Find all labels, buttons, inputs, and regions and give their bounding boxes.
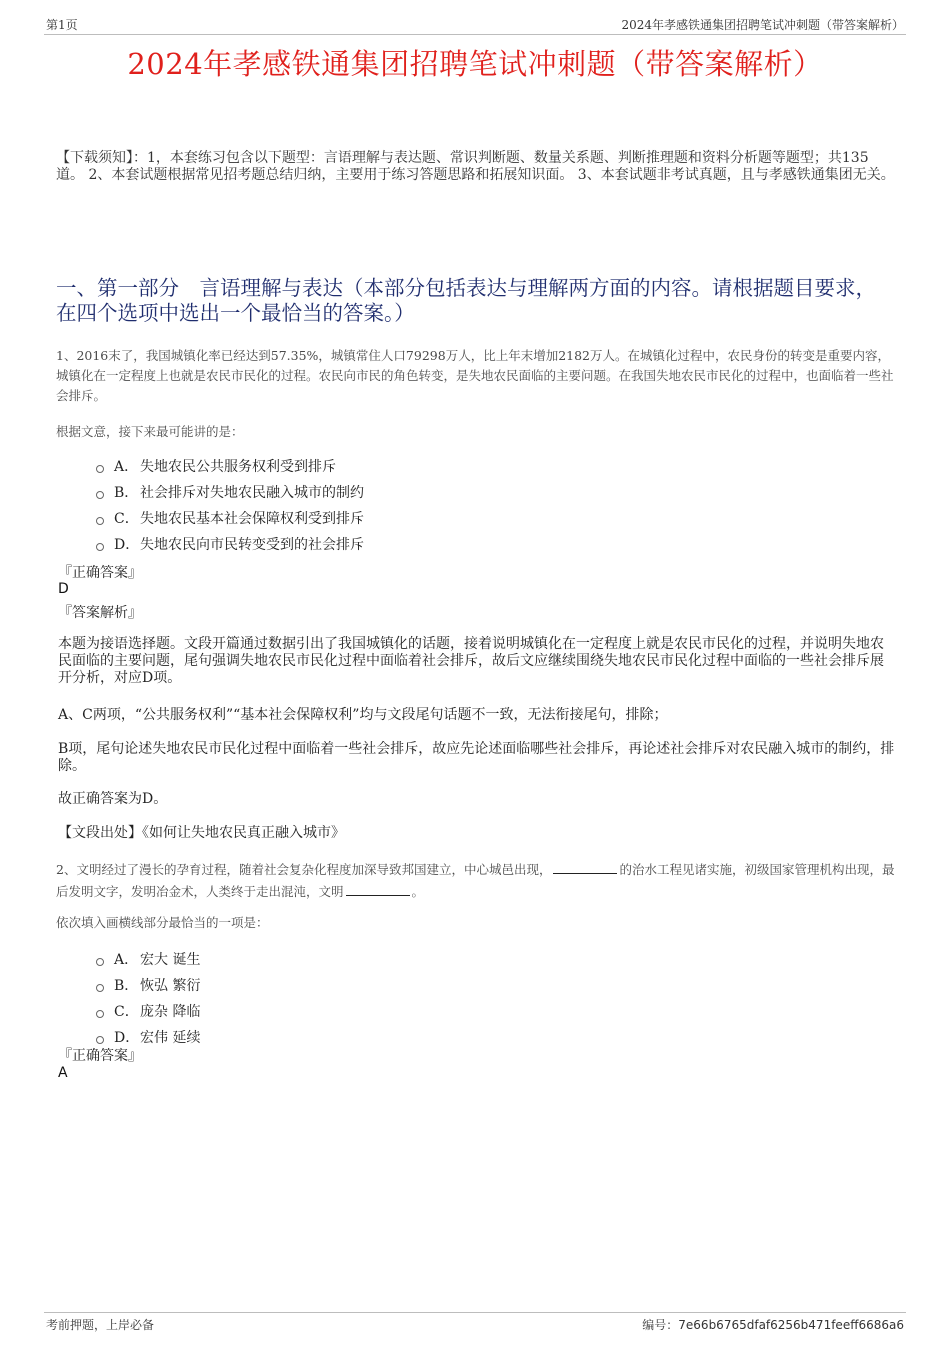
download-notice: 【下载须知】：1，本套练习包含以下题型：言语理解与表达题、常识判断题、数量关系题、判断推理题和资料分析题等题型；共135道。 2、本套试题根据常见招考题总结归纳，主要用于练习答题思路和拓展知识面。 3、本套试题非考试真题，且与孝感铁通集团无关。 [56, 150, 895, 183]
page-footer [44, 1312, 906, 1332]
radio-icon[interactable] [96, 958, 104, 966]
option-letter: D． [114, 1030, 140, 1046]
radio-icon[interactable] [96, 984, 104, 992]
question-1-option-c[interactable] [96, 505, 364, 531]
radio-icon[interactable] [96, 1010, 104, 1018]
footer-code-label: 编号： [642, 1318, 679, 1332]
section-title: 一、第一部分 言语理解与表达（本部分包括表达与理解两方面的内容。请根据题目要求，在四个选项中选出一个最恰当的答案。） [56, 276, 876, 325]
fill-blank [346, 883, 410, 896]
header-doc-title: 2024年孝感铁通集团招聘笔试冲刺题（带答案解析） [621, 18, 904, 32]
page-number: 第1页 [46, 18, 78, 32]
option-letter: A． [114, 952, 139, 968]
page-header [44, 14, 906, 35]
radio-icon[interactable] [96, 1036, 104, 1044]
radio-icon[interactable] [96, 465, 104, 473]
question-1-options [96, 453, 364, 557]
question-1-option-d[interactable] [96, 531, 364, 557]
option-text: 失地农民基本社会保障权利受到排斥 [140, 511, 364, 527]
question-2-option-a[interactable] [96, 946, 200, 972]
question-2-options [96, 946, 200, 1050]
analysis-paragraph: 故正确答案为D。 [58, 791, 168, 807]
question-2-text-part: 的治水工程见诸实施，初级国家管理机构出现，最后发明文字，发明冶金术，人类终于走出混沌，文明 [56, 862, 895, 899]
option-text: 失地农民公共服务权利受到排斥 [140, 459, 336, 475]
radio-icon[interactable] [96, 517, 104, 525]
question-2-text-part: 2、文明经过了漫长的孕育过程，随着社会复杂化程度加深导致邦国建立，中心城邑出现， [56, 862, 552, 877]
question-1-answer-label: 『正确答案』 [58, 565, 142, 581]
analysis-paragraph: A、C两项，“公共服务权利”“基本社会保障权利”均与文段尾句话题不一致，无法衔接尾句，排除； [58, 707, 668, 723]
option-text: 宏大 诞生 [140, 952, 201, 968]
option-text: 庞杂 降临 [140, 1004, 201, 1020]
question-2-option-b[interactable] [96, 972, 200, 998]
radio-icon[interactable] [96, 543, 104, 551]
option-text: 社会排斥对失地农民融入城市的制约 [140, 485, 364, 501]
option-text: 失地农民向市民转变受到的社会排斥 [140, 537, 364, 553]
question-1-prompt: 根据文意，接下来最可能讲的是： [56, 424, 244, 439]
radio-icon[interactable] [96, 491, 104, 499]
document-title: 2024年孝感铁通集团招聘笔试冲刺题（带答案解析） [127, 47, 823, 81]
option-text: 恢弘 繁衍 [140, 978, 201, 994]
footer-code-value: 7e66b6765dfaf6256b471feeff6686a6 [678, 1318, 904, 1332]
option-text: 宏伟 延续 [140, 1030, 201, 1046]
question-1-text: 1、2016末了，我国城镇化率已经达到57.35%，城镇常住人口79298万人，比上年末增加2182万人。在城镇化过程中，农民身份的转变是重要内容，城镇化在一定程度上也就是农民市民化的过程。农民向市民的角色转变，是失地农民面临的主要问题。在我国失地农民市民化的过程中，也面临着一些社会排斥。 [56, 348, 894, 403]
question-1-analysis-label: 『答案解析』 [58, 605, 142, 621]
question-2-answer: A [58, 1065, 68, 1081]
question-1-option-b[interactable] [96, 479, 364, 505]
question-2-prompt: 依次填入画横线部分最恰当的一项是： [56, 915, 269, 930]
passage-source: 【文段出处】《如何让失地农民真正融入城市》 [58, 825, 345, 841]
option-letter: D． [114, 537, 140, 553]
analysis-paragraph: 本题为接语选择题。文段开篇通过数据引出了我国城镇化的话题，接着说明城镇化在一定程度上就是农民市民化的过程，并说明失地农民面临的主要问题，尾句强调失地农民市民化过程中面临着社会排斥，故后文应继续围绕失地农民市民化过程中面临的一些社会排斥展开分析，对应D项。 [58, 636, 884, 686]
fill-blank [553, 861, 617, 874]
question-1-option-a[interactable] [96, 453, 364, 479]
option-letter: A． [114, 459, 139, 475]
question-2-option-c[interactable] [96, 998, 200, 1024]
option-letter: B． [114, 978, 139, 994]
footer-slogan: 考前押题，上岸必备 [46, 1318, 155, 1332]
question-2-text [56, 859, 896, 903]
option-letter: C． [114, 1004, 139, 1020]
footer-code [642, 1316, 904, 1333]
question-1-answer: D [58, 581, 69, 597]
analysis-paragraph: B项，尾句论述失地农民市民化过程中面临着一些社会排斥，故应先论述面临哪些社会排斥，再论述社会排斥对农民融入城市的制约，排除。 [58, 741, 895, 774]
option-letter: C． [114, 511, 139, 527]
question-2-text-part: 。 [411, 884, 425, 899]
question-2-answer-label: 『正确答案』 [58, 1048, 142, 1064]
option-letter: B． [114, 485, 139, 501]
